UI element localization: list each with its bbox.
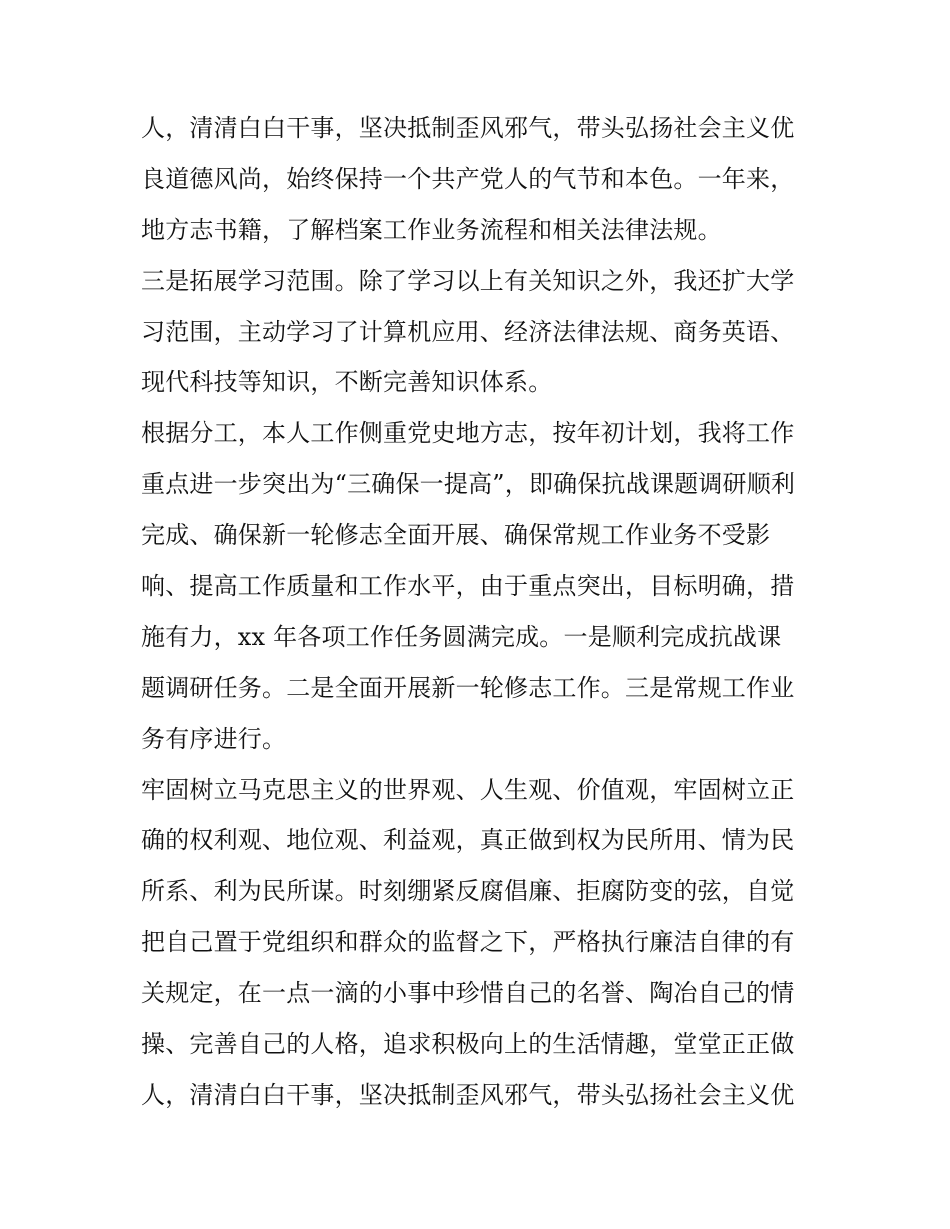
text-line: 根据分工，本人工作侧重党史地方志，按年初计划，我将工作 bbox=[141, 419, 795, 448]
text-line: 完成、确保新一轮修志全面开展、确保常规工作业务不受影 bbox=[141, 521, 771, 550]
text-line: 人，清清白白干事，坚决抵制歪风邪气，带头弘扬社会主义优 bbox=[141, 114, 795, 142]
text-line: 操、完善自己的人格，追求积极向上的生活情趣，堂堂正正做 bbox=[141, 1030, 795, 1059]
text-line: 题调研任务。二是全面开展新一轮修志工作。三是常规工作业 bbox=[141, 673, 795, 702]
text-line: 施有力，xx 年各项工作任务圆满完成。一是顺利完成抗战课 bbox=[141, 622, 782, 651]
document-body bbox=[141, 103, 821, 1121]
text-line: 重点进一步突出为“三确保一提高”，即确保抗战课题调研顺利 bbox=[141, 470, 796, 499]
text-line: 习范围，主动学习了计算机应用、经济法律法规、商务英语、 bbox=[141, 317, 795, 346]
text-line: 牢固树立马克思主义的世界观、人生观、价值观，牢固树立正 bbox=[141, 775, 795, 804]
text-line: 良道德风尚，始终保持一个共产党人的气节和本色。一年来， bbox=[141, 164, 795, 193]
text-line: 响、提高工作质量和工作水平，由于重点突出，目标明确，措 bbox=[141, 572, 795, 601]
text-line: 务有序进行。 bbox=[141, 724, 287, 753]
text-line: 关规定，在一点一滴的小事中珍惜自己的名誉、陶冶自己的情 bbox=[141, 979, 795, 1008]
text-line: 确的权利观、地位观、利益观，真正做到权为民所用、情为民 bbox=[141, 826, 795, 855]
text-line: 三是拓展学习范围。除了学习以上有关知识之外，我还扩大学 bbox=[141, 266, 795, 295]
text-line: 地方志书籍，了解档案工作业务流程和相关法律法规。 bbox=[141, 215, 722, 244]
text-line: 所系、利为民所谋。时刻绷紧反腐倡廉、拒腐防变的弦，自觉 bbox=[141, 877, 795, 906]
text-line: 人，清清白白干事，坚决抵制歪风邪气，带头弘扬社会主义优 bbox=[141, 1080, 795, 1109]
text-line: 把自己置于党组织和群众的监督之下，严格执行廉洁自律的有 bbox=[141, 928, 795, 957]
text-line: 现代科技等知识，不断完善知识体系。 bbox=[141, 368, 553, 397]
